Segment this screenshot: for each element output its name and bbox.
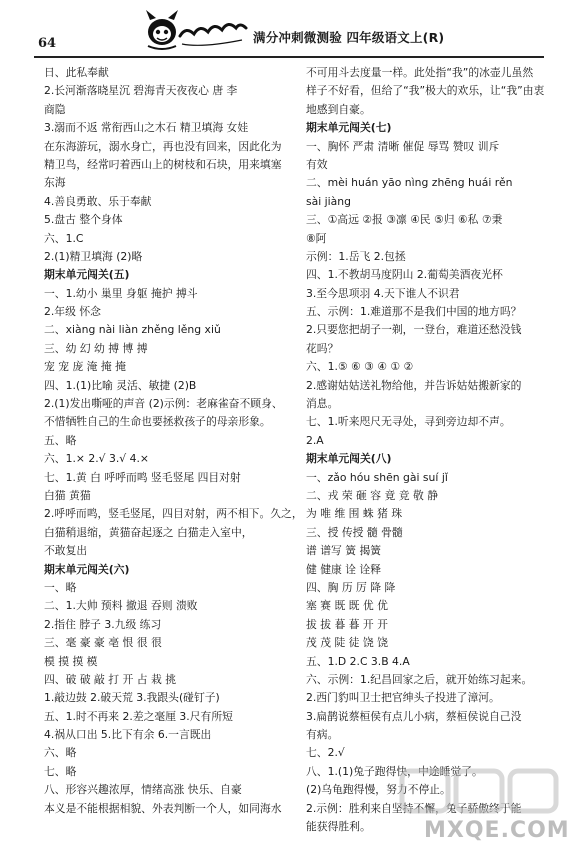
section-heading: 期末单元闯关(五) [44, 268, 130, 282]
answer-line: 1.敲边鼓 2.破天荒 3.我跟头(碰钉子) [44, 691, 220, 705]
answer-line: 一、zǎo hóu shēn gài suí jǐ [306, 470, 448, 484]
answer-line: 谱 谱写 簧 揭簧 [306, 544, 382, 558]
answer-line: 示例：1.岳飞 2.包拯 [306, 249, 406, 263]
answer-line: 2.只要您把胡子一剃，一登台，难道还愁没钱 [306, 323, 522, 337]
answer-line: 三、幼 幻 幼 搏 博 搏 [44, 341, 148, 355]
answer-line: 健 健康 诠 诠释 [306, 562, 382, 576]
answer-line: 2.(1)发出嘶哑的声音 (2)示例：老麻雀奋不顾身、 [44, 397, 283, 411]
answer-line: 样子不好看，但给了“我”极大的欢乐，让“我”由衷 [306, 84, 545, 98]
answer-column-right [306, 64, 546, 836]
answer-line: 2.年级 怀念 [44, 305, 101, 319]
answer-line: 2.(1)精卫填海 (2)略 [44, 249, 143, 263]
answer-line: 五、1.D 2.C 3.B 4.A [306, 654, 410, 668]
answer-line: ⑧阿 [306, 231, 327, 245]
answer-line: 八、1.(1)兔子跑得快，中途睡觉了。 [306, 764, 483, 778]
answer-line: 四、1.(1)比喻 灵活、敏捷 (2)B [44, 378, 197, 392]
answer-line: 七、略 [44, 764, 77, 778]
answer-line: (2)乌龟跑得慢，努力不停止。 [306, 783, 451, 797]
answer-line: 4.祸从口出 5.比下有余 6.一言既出 [44, 728, 212, 742]
answer-line: 六、1.⑤ ⑥ ③ ④ ① ② [306, 360, 414, 374]
answer-line: 3.至今思项羽 4.天下谁人不识君 [306, 286, 460, 300]
answer-line: 模 摸 摸 模 [44, 654, 98, 668]
answer-line: 2.长河渐落晓星沉 碧海青天夜夜心 唐 李 [44, 84, 238, 98]
answer-line: 五、示例：1.难道那不是我们中国的地方吗？ [306, 305, 522, 319]
answer-line: 三、毫 豪 豪 亳 恨 很 很 [44, 636, 162, 650]
answer-line: 四、破 破 敲 打 开 占 栽 挑 [44, 672, 176, 686]
watermark-text: MXQE.COM [424, 818, 570, 843]
answer-line: 商隐 [44, 102, 66, 116]
answer-line: 五、略 [44, 433, 77, 447]
answer-line: 一、胸怀 严肃 清晰 催促 辱骂 赞叹 训斥 [306, 139, 500, 153]
answer-line: 花吗？ [306, 341, 339, 355]
answer-line: 四、1.不教胡马度阴山 2.葡萄美酒夜光杯 [306, 268, 503, 282]
answer-line: 二、戎 荣 砸 容 竟 竞 敬 静 [306, 488, 438, 502]
answer-line: 5.盘古 整个身体 [44, 213, 123, 227]
answer-line: 拔 拔 暮 暮 开 开 [306, 617, 388, 631]
answer-line: 七、1.听来咫尺无寻处，寻到旁边却不声。 [306, 415, 511, 429]
page-header [0, 0, 576, 60]
book-title: 满分冲刺微测验 四年级语文上(R) [253, 30, 445, 45]
answer-line: 2.指住 脖子 3.九级 练习 [44, 617, 162, 631]
answer-line: 2.A [306, 433, 324, 447]
answer-line: 有病。 [306, 728, 339, 742]
answer-line: 2.感谢姑姑送礼物给他，并告诉姑姑搬新家的 [306, 378, 522, 392]
answer-line: 一、略 [44, 580, 77, 594]
answer-line: 二、mèi huán yāo nìng zhēng huái rěn [306, 176, 513, 190]
answer-line: 六、示例：1.纪昌回家之后，就开始练习起来。 [306, 672, 533, 686]
header-divider [34, 56, 544, 58]
answer-line: 一、1.幼小 巢里 身躯 掩护 搏斗 [44, 286, 198, 300]
answer-line: 为 唯 维 围 蛛 猪 珠 [306, 507, 403, 521]
answer-line: 七、2.√ [306, 746, 345, 760]
answer-line: 地感到自豪。 [306, 102, 371, 116]
answer-line: 白猫稍退缩，黄猫奋起逐之 白猫走入室中， [44, 525, 253, 539]
cartoon-logo-icon [140, 6, 250, 52]
answer-line: 三、①高远 ②报 ③凛 ④民 ⑤归 ⑥私 ⑦秉 [306, 213, 503, 227]
answer-line: 七、1.黄 白 呼呼而鸣 竖毛竖尾 四目对射 [44, 470, 241, 484]
answer-line: 塞 赛 既 既 优 优 [306, 599, 388, 613]
answer-line: 茂 茂 陡 徒 饶 饶 [306, 636, 388, 650]
answer-line: 精卫鸟，经常叼着西山上的树枝和石块，用来填塞 [44, 157, 282, 171]
answer-line: 东海 [44, 176, 66, 190]
answer-line: 3.扁鹊说蔡桓侯有点儿小病，蔡桓侯说自己没 [306, 709, 522, 723]
section-heading: 期末单元闯关(六) [44, 562, 130, 576]
answer-line: 能获得胜利。 [306, 820, 371, 834]
answer-line: 二、xiàng nài liàn zhěng lěng xiǔ [44, 323, 221, 337]
answer-line: 五、1.时不再来 2.差之毫厘 3.尺有所短 [44, 709, 233, 723]
answer-line: 在东海游玩，溺水身亡，再也没有回来，因此化为 [44, 139, 282, 153]
answer-line: 三、授 传授 髓 骨髓 [306, 525, 403, 539]
answer-line: 3.溺而不返 常衔西山之木石 精卫填海 女娃 [44, 121, 249, 135]
page-number: 64 [38, 36, 57, 51]
section-heading: 期末单元闯关(七) [306, 121, 392, 135]
answer-line: 2.西门豹叫卫士把官绅头子投进了漳河。 [306, 691, 500, 705]
answer-line: 消息。 [306, 397, 339, 411]
answer-line: 不敢复出 [44, 544, 88, 558]
answer-line: 不可用斗去度量一样。此处指“我”的冰壶儿虽然 [306, 66, 534, 79]
answer-line: 2.示例：胜利来自坚持不懈，兔子骄傲终于能 [306, 801, 522, 815]
answer-line: 白猫 黄猫 [44, 488, 91, 502]
answer-line: 八、形容兴趣浓厚，情绪高涨 快乐、自豪 [44, 783, 242, 797]
answer-line: 日、此私奉献 [44, 66, 109, 79]
answer-line: 宠 宠 庞 淹 掩 掩 [44, 360, 126, 374]
answer-line: 有效 [306, 157, 328, 171]
answer-column-left [44, 64, 306, 818]
answer-line: 2.呼呼而鸣，竖毛竖尾，四目对射，两不相下。久之， [44, 507, 303, 521]
answer-line: 4.善良勇敢、乐于奉献 [44, 194, 152, 208]
answer-line: 六、略 [44, 746, 77, 760]
answer-line: 本义是不能根据相貌、外表判断一个人，如同海水 [44, 801, 282, 815]
section-heading: 期末单元闯关(八) [306, 452, 392, 466]
answer-line: 四、胸 历 厉 降 降 [306, 580, 396, 594]
answer-line: 六、1.C [44, 231, 84, 245]
answer-line: 六、1.× 2.√ 3.√ 4.× [44, 452, 149, 466]
answer-line: sài jiàng [306, 194, 351, 208]
answer-line: 不惜牺牲自己的生命也要拯救孩子的母亲形象。 [44, 415, 271, 429]
answer-line: 二、1.大帅 预料 撤退 吞则 溃败 [44, 599, 198, 613]
